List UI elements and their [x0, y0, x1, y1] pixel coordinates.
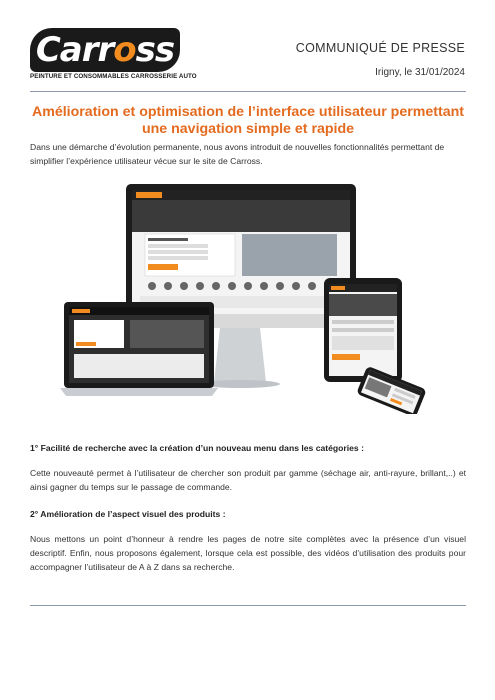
section-1-heading: 1° Facilité de recherche avec la création d’un nouveau menu dans les catégories :: [30, 443, 364, 453]
headline: Amélioration et optimisation de l’interface utilisateur permettant une navigation simple et rapide: [31, 104, 464, 137]
section-2-heading: 2° Amélioration de l’aspect visuel des produits :: [30, 509, 226, 519]
bottom-divider: [30, 605, 466, 606]
section-1-body: Cette nouveauté permet à l’utilisateur de chercher son produit par gamme (séchage air, anti-rayure, brillant,..) et ainsi gagner du temps sur le passage de commande.: [30, 468, 466, 492]
carross-logo: [30, 28, 180, 72]
logo-text-o: o: [113, 30, 136, 70]
tablet-illustration: [324, 278, 402, 382]
laptop-illustration: [60, 302, 218, 396]
place-date: Irigny, le 31/01/2024: [375, 67, 465, 78]
logo-text-end: ss: [135, 30, 175, 70]
logo-text: Carr: [35, 30, 114, 70]
top-divider: [30, 91, 466, 92]
press-release-label: COMMUNIQUÉ DE PRESSE: [295, 41, 465, 55]
devices-mockup-image: [60, 182, 440, 414]
logo-tagline: PEINTURE ET CONSOMMABLES CARROSSERIE AUTO: [30, 73, 197, 80]
intro-paragraph: Dans une démarche d’évolution permanente, nous avons introduit de nouvelles fonctionnalités permettant de simplifier l’expérience utilisateur vécue sur le site de Carross.: [30, 142, 445, 166]
section-2-body: Nous mettons un point d’honneur à rendre les pages de notre site complètes avec la présence d’un visuel descriptif. Enfin, nous proposons également, lorsque cela est possible, des vidéos d’utilisation des produits pour accompagner l’utilisateur de A à Z dans sa recherche.: [30, 534, 466, 572]
